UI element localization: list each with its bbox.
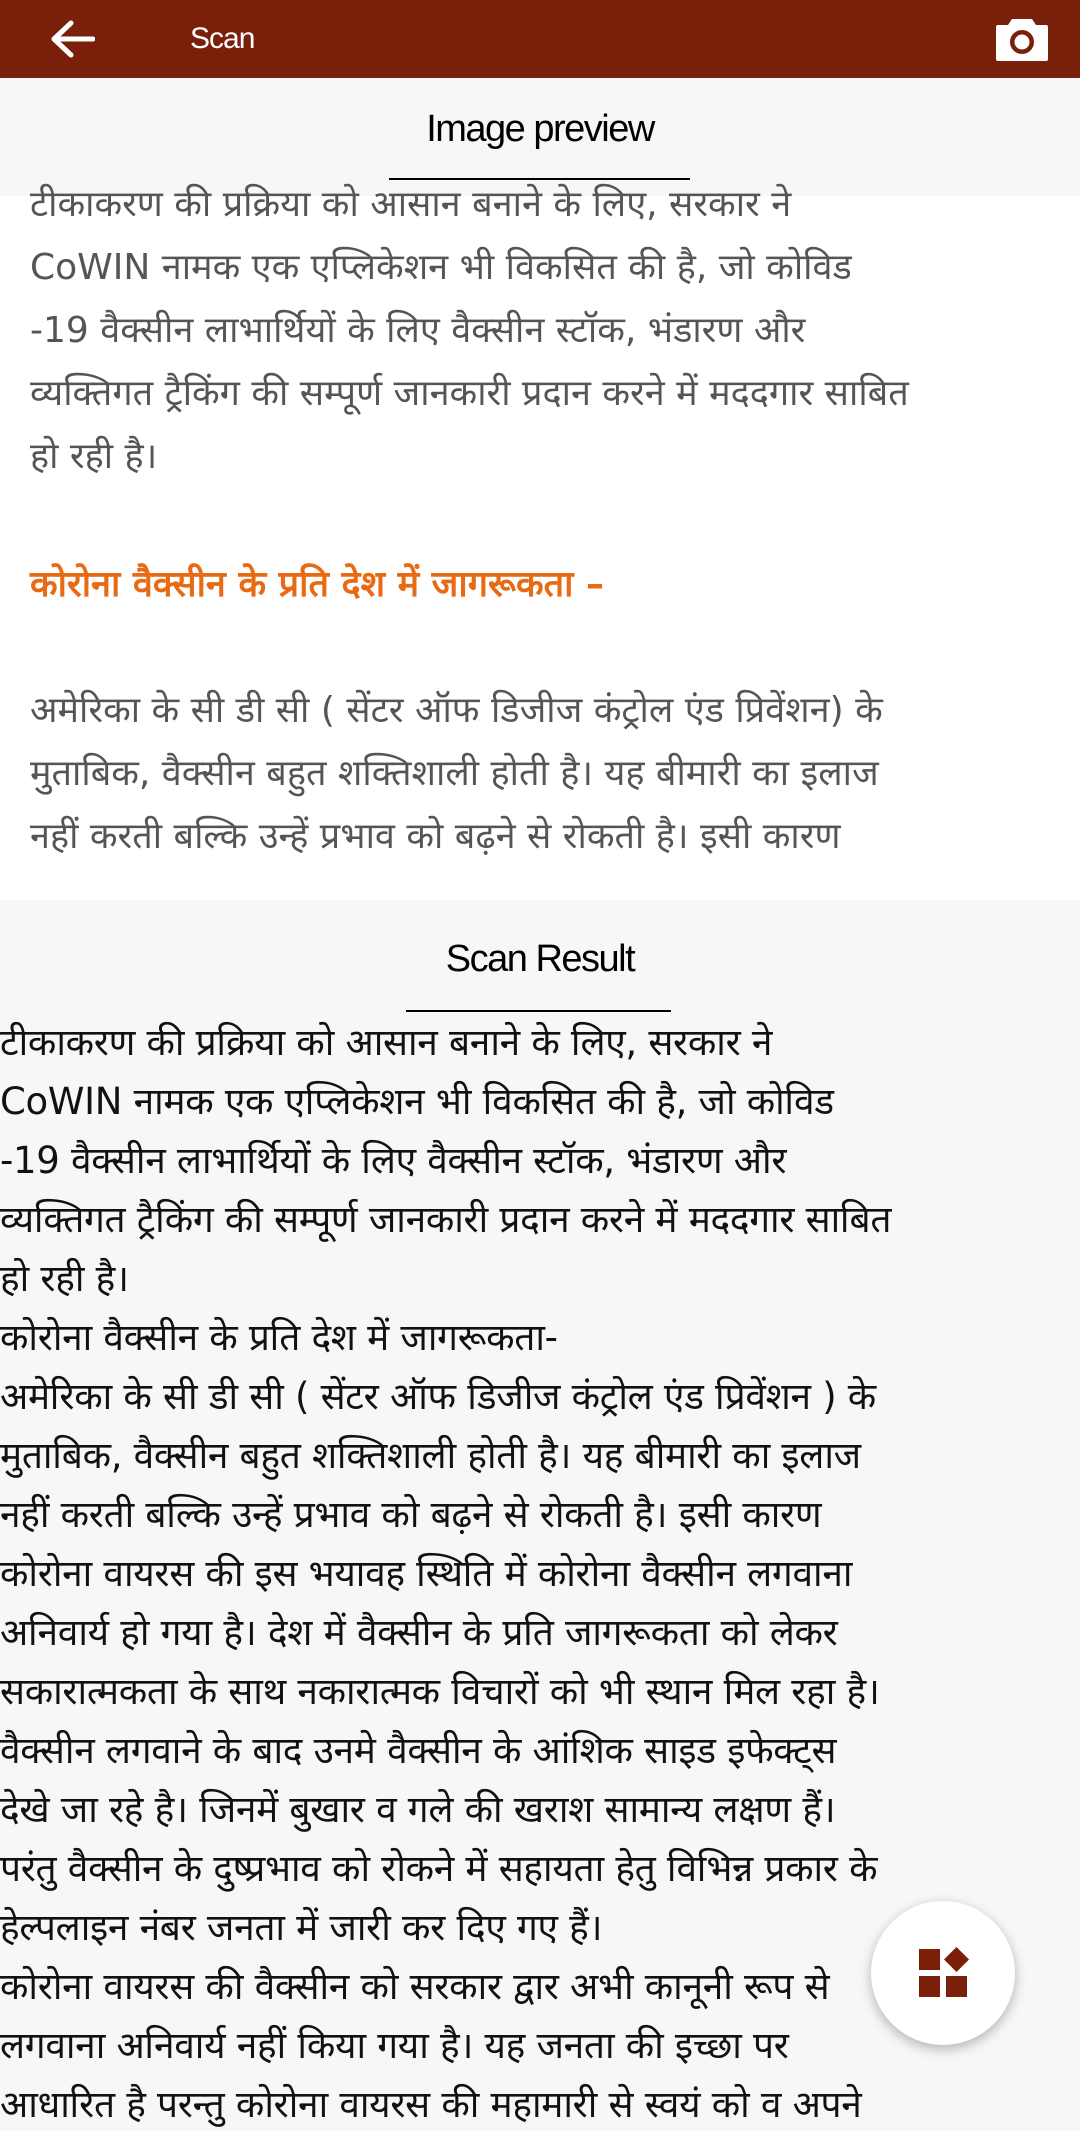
preview-heading: कोरोना वैक्सीन के प्रति देश में जागरूकता –: [30, 564, 604, 605]
scan-result-line: हेल्पलाइन नंबर जनता में जारी कर दिए गए हैं।: [0, 1906, 603, 1949]
widgets-icon: [917, 1947, 969, 1999]
camera-icon: [994, 15, 1050, 63]
preview-text-line: CoWIN नामक एक एप्लिकेशन भी विकसित की है, जो कोविड: [30, 247, 852, 288]
scan-result-title: Scan Result: [445, 938, 635, 980]
preview-text-line: टीकाकरण की प्रक्रिया को आसान बनाने के लिए, सरकार ने: [30, 184, 792, 225]
scan-result-line: लगवाना अनिवार्य नहीं किया गया है। यह जनता की इच्छा पर: [0, 2024, 789, 2067]
scan-result-line: नहीं करती बल्कि उन्हें प्रभाव को बढ़ने से रोकती है। इसी कारण: [0, 1493, 822, 1536]
scan-result-line: हो रही है।: [0, 1257, 129, 1300]
scan-result-line: सकारात्मकता के साथ नकारात्मक विचारों को भी स्थान मिल रहा है।: [0, 1670, 880, 1713]
image-preview-title: Image preview: [426, 108, 654, 150]
scan-result-line: अनिवार्य हो गया है। देश में वैक्सीन के प्रति जागरूकता को लेकर: [0, 1611, 838, 1654]
scan-result-line: टीकाकरण की प्रक्रिया को आसान बनाने के लिए, सरकार ने: [0, 1021, 773, 1064]
preview-text-line: मुताबिक, वैक्सीन बहुत शक्तिशाली होती है। यह बीमारी का इलाज: [30, 753, 879, 794]
scan-result-underline: [406, 1010, 671, 1012]
camera-button[interactable]: [992, 12, 1052, 66]
preview-text-line: व्यक्तिगत ट्रैकिंग की सम्पूर्ण जानकारी प्रदान करने में मददगार साबित: [30, 373, 909, 414]
preview-text-line: हो रही है।: [30, 436, 158, 477]
preview-text-line: -19 वैक्सीन लाभार्थियों के लिए वैक्सीन स्टॉक, भंडारण और: [30, 310, 806, 351]
back-button[interactable]: [40, 10, 104, 68]
scan-result-line: वैक्सीन लगवाने के बाद उनमे वैक्सीन के आंशिक साइड इफेक्ट्स: [0, 1729, 837, 1772]
scan-result-line: अमेरिका के सी डी सी ( सेंटर ऑफ डिजीज कंट्रोल एंड प्रिवेंशन ) के: [0, 1375, 876, 1418]
app-title: Scan: [190, 22, 255, 55]
preview-text-line: अमेरिका के सी डी सी ( सेंटर ऑफ डिजीज कंट्रोल एंड प्रिवेंशन) के: [30, 690, 883, 731]
widgets-fab-button[interactable]: [871, 1901, 1015, 2045]
scan-result-line: परंतु वैक्सीन के दुष्प्रभाव को रोकने में सहायता हेतु विभिन्न प्रकार के: [0, 1847, 878, 1890]
scan-result-line: कोरोना वायरस की वैक्सीन को सरकार द्वार अभी कानूनी रूप से: [0, 1965, 830, 2008]
app-bar: [0, 0, 1080, 78]
scan-result-line: CoWIN नामक एक एप्लिकेशन भी विकसित की है, जो कोविड: [0, 1080, 834, 1123]
scan-result-line: कोरोना वायरस की इस भयावह स्थिति में कोरोना वैक्सीन लगवाना: [0, 1552, 853, 1595]
arrow-left-icon: [49, 19, 95, 59]
scan-result-line: आधारित है परन्तु कोरोना वायरस की महामारी से स्वयं को व अपने: [0, 2083, 862, 2126]
scan-result-line: व्यक्तिगत ट्रैकिंग की सम्पूर्ण जानकारी प्रदान करने में मददगार साबित: [0, 1198, 892, 1241]
scan-result-line: -19 वैक्सीन लाभार्थियों के लिए वैक्सीन स्टॉक, भंडारण और: [0, 1139, 787, 1182]
preview-text-line: नहीं करती बल्कि उन्हें प्रभाव को बढ़ने से रोकती है। इसी कारण: [30, 816, 841, 857]
scan-result-line: कोरोना वैक्सीन के प्रति देश में जागरूकता-: [0, 1316, 558, 1359]
scan-result-line: देखे जा रहे है। जिनमें बुखार व गले की खराश सामान्य लक्षण हैं।: [0, 1788, 836, 1831]
scanned-image: [0, 184, 1080, 900]
scan-result-line: मुताबिक, वैक्सीन बहुत शक्तिशाली होती है। यह बीमारी का इलाज: [0, 1434, 861, 1477]
image-preview-section: [0, 78, 1080, 900]
